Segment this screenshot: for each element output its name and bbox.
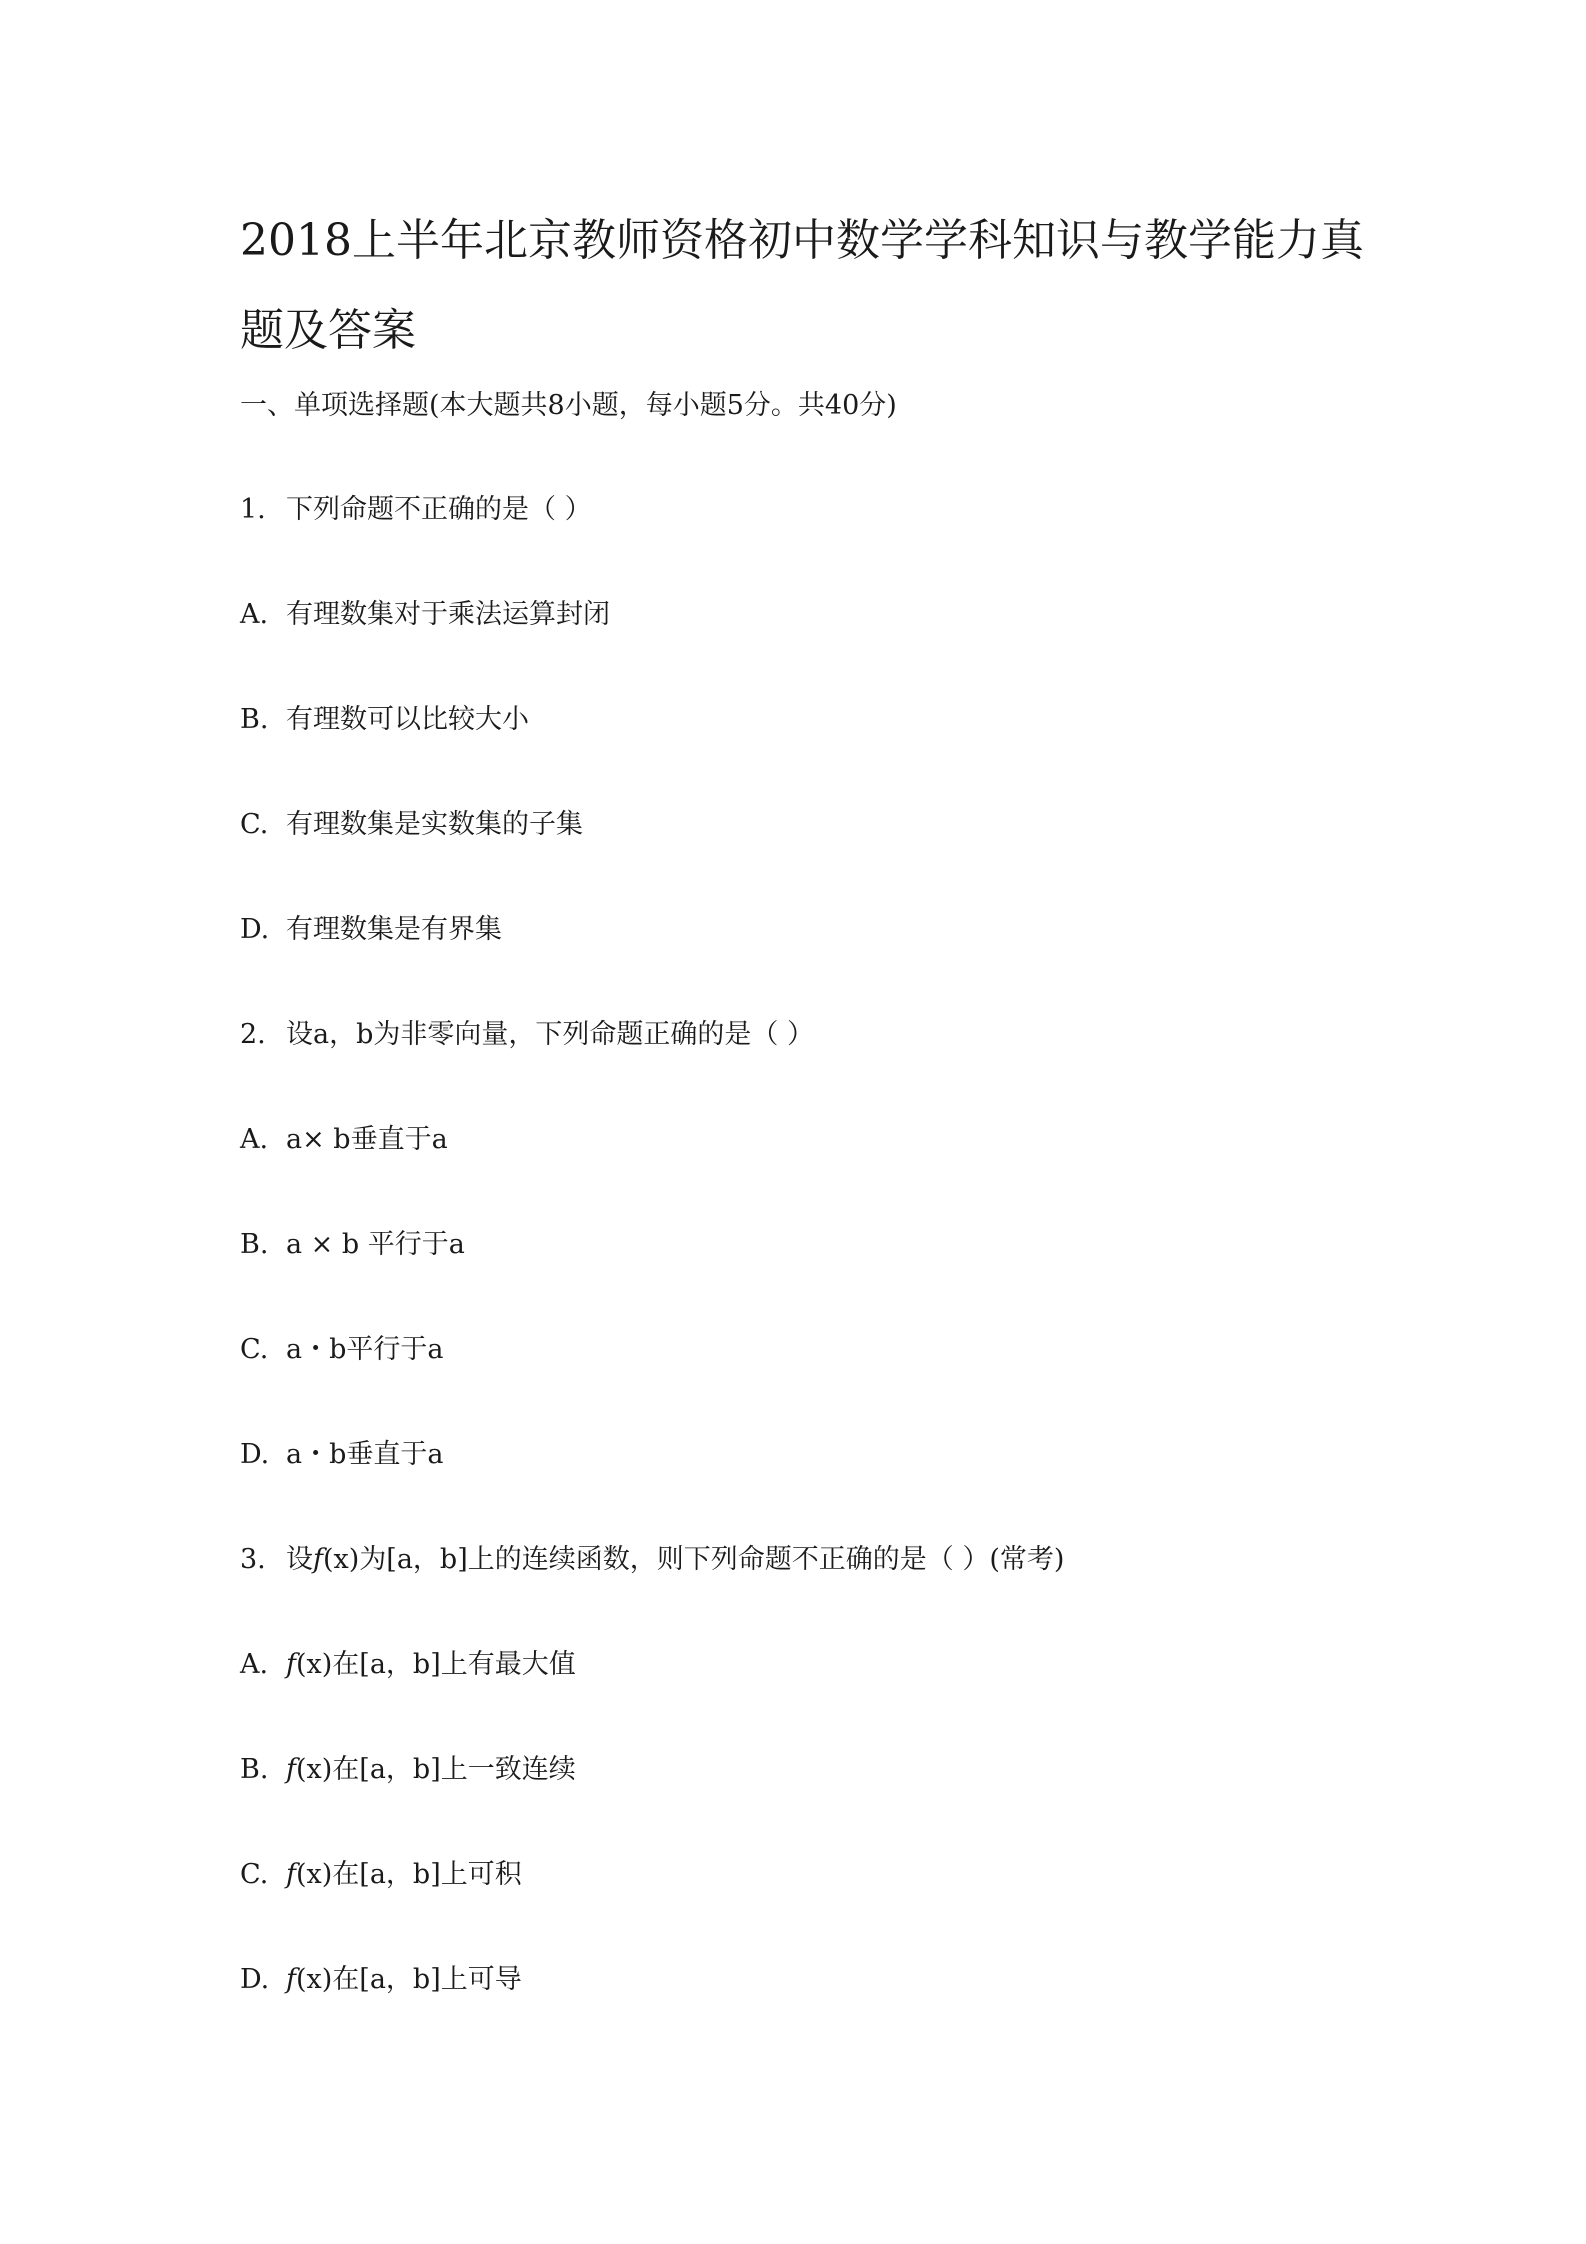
function-symbol: f <box>286 1859 296 1890</box>
option-text: (x)在[a，b]上一致连续 <box>296 1754 576 1785</box>
question-number: 2. <box>240 1019 266 1050</box>
option-text: a・b平行于a <box>286 1334 444 1365</box>
option-label: B. <box>240 704 269 735</box>
option-label: B. <box>240 1754 269 1785</box>
question-stem: (x)为[a，b]上的连续函数，则下列命题不正确的是（ ）(常考) <box>323 1544 1065 1575</box>
question-3-option-a <box>240 1645 576 1685</box>
option-text: 有理数可以比较大小 <box>286 704 529 735</box>
option-label: D. <box>240 1964 270 1995</box>
question-2-option-c <box>240 1330 443 1370</box>
option-text: 有理数集是有界集 <box>286 914 502 945</box>
question-number: 3. <box>240 1544 266 1575</box>
question-2-option-a <box>240 1120 448 1160</box>
option-label: D. <box>240 1439 270 1470</box>
option-text: a・b垂直于a <box>286 1439 444 1470</box>
option-label: C. <box>240 1859 269 1890</box>
question-stem-prefix: 设 <box>286 1544 313 1575</box>
question-3-option-d <box>240 1960 522 2000</box>
question-3-option-c <box>240 1855 522 1895</box>
option-text: (x)在[a，b]上可积 <box>296 1859 522 1890</box>
option-label: B. <box>240 1229 269 1260</box>
option-text: 有理数集是实数集的子集 <box>286 809 583 840</box>
option-label: A. <box>240 1124 269 1155</box>
question-stem: 下列命题不正确的是（ ） <box>286 494 592 525</box>
question-1-option-d <box>240 910 502 950</box>
option-text: a × b 平行于a <box>286 1229 465 1260</box>
question-1-option-c <box>240 805 583 845</box>
question-3-option-b <box>240 1750 576 1790</box>
question-2-option-b <box>240 1225 465 1265</box>
option-label: A. <box>240 599 269 630</box>
function-symbol: f <box>313 1544 323 1575</box>
question-2-option-d <box>240 1435 443 1475</box>
question-number: 1. <box>240 494 266 525</box>
option-label: A. <box>240 1649 269 1680</box>
question-3 <box>240 1540 1064 1580</box>
title-line-2: 题及答案 <box>240 305 416 356</box>
question-2 <box>240 1015 814 1055</box>
section-heading: 一、单项选择题(本大题共8小题，每小题5分。共40分) <box>240 390 897 421</box>
question-stem: 设a，b为非零向量，下列命题正确的是（ ） <box>286 1019 814 1050</box>
option-label: C. <box>240 1334 269 1365</box>
function-symbol: f <box>286 1754 296 1785</box>
option-text: (x)在[a，b]上可导 <box>296 1964 522 1995</box>
document-title <box>240 196 1364 376</box>
option-text: 有理数集对于乘法运算封闭 <box>286 599 610 630</box>
question-1-option-a <box>240 595 610 635</box>
function-symbol: f <box>286 1964 296 1995</box>
title-line-1: 2018上半年北京教师资格初中数学学科知识与教学能力真 <box>240 215 1364 266</box>
option-label: D. <box>240 914 270 945</box>
option-text: (x)在[a，b]上有最大值 <box>296 1649 576 1680</box>
option-text: a× b垂直于a <box>286 1124 448 1155</box>
function-symbol: f <box>286 1649 296 1680</box>
option-label: C. <box>240 809 269 840</box>
question-1 <box>240 490 592 530</box>
question-1-option-b <box>240 700 529 740</box>
